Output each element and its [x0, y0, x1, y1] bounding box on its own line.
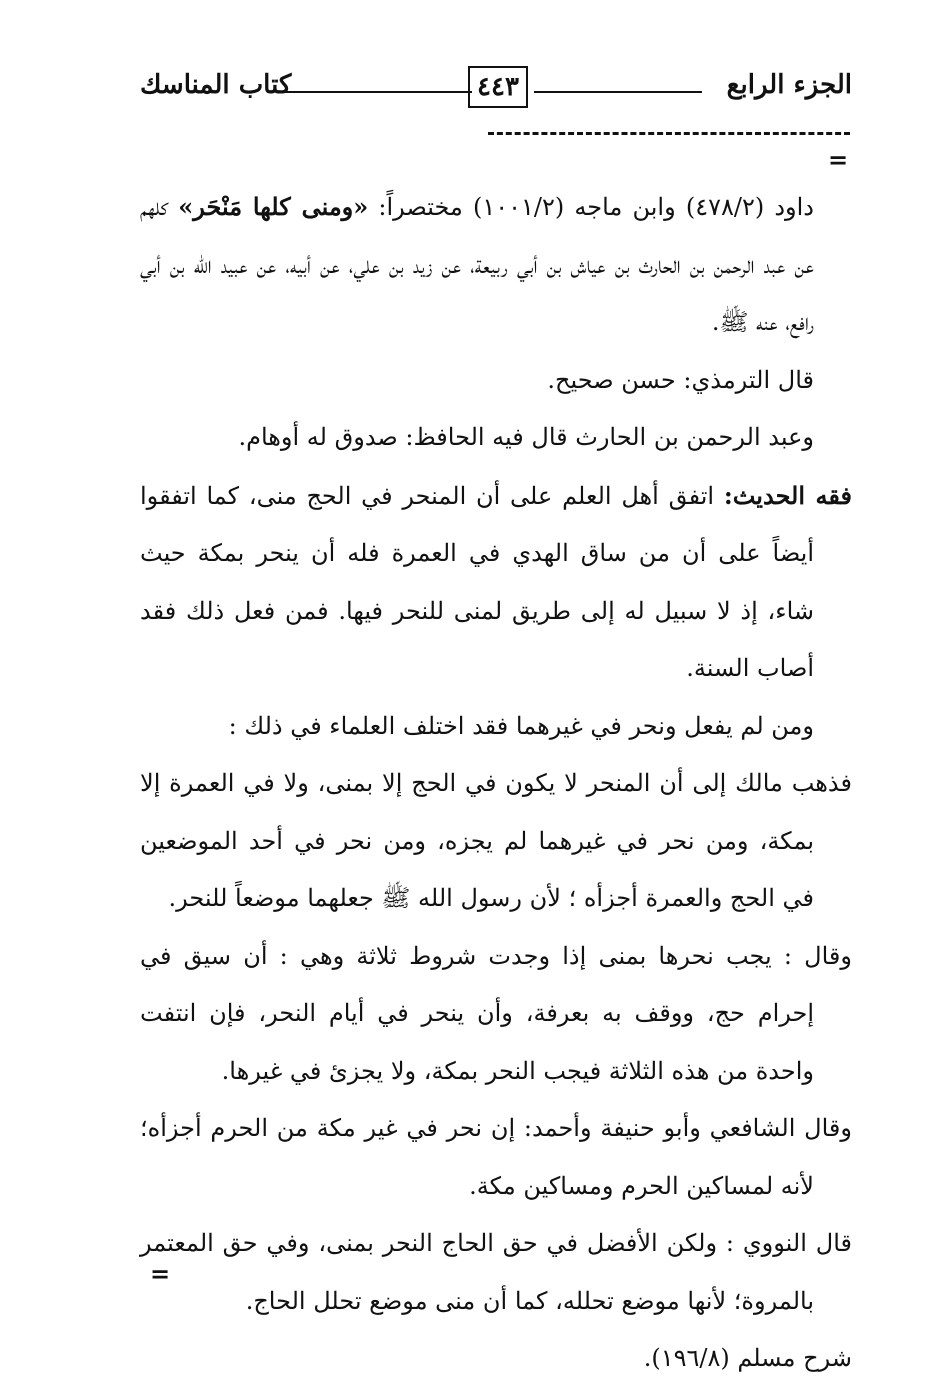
continuation-mark-bottom: =	[150, 1259, 171, 1288]
paragraph-fiqh-text: اتفق أهل العلم على أن المنحر في الحج منى، كما اتفقوا أيضاً على أن من ساق الهدي في العمرة فله أن ينحر بمكة حيث شاء، إذ لا سبيل له إلى طريق لمنى للنحر فيها. فمن فعل ذلك فقد أصاب السنة.	[140, 481, 815, 682]
paragraph-source: شرح مسلم (١٩٦/٨).	[643, 1344, 852, 1372]
paragraph-takhrij	[140, 178, 852, 352]
fiqh-label: فقه الحديث:	[723, 480, 853, 510]
paragraph-fiqh	[140, 467, 852, 698]
header-rule-left	[282, 91, 472, 93]
paragraph-narrator: وعبد الرحمن بن الحارث قال فيه الحافظ: صدوق له أوهام.	[238, 423, 814, 451]
footnote-separator	[488, 132, 850, 135]
paragraph-takhrij-rest: كلهم عن عبد الرحمن بن الحارث بن عياش بن أبي ربيعة، عن زيد بن علي، عن أبيه، عن عبيد الله بن أبي رافع، عنه ﷺ.	[140, 193, 814, 336]
paragraph-nawawi: قال النووي : ولكن الأفضل في حق الحاج النحر بمنى، وفي حق المعتمر بالمروة؛ لأنها موضع تحلله، كما أن منى موضع تحلل الحاج.	[140, 1229, 852, 1315]
volume-label: الجزء الرابع	[726, 70, 852, 100]
paragraph-shafii: وقال الشافعي وأبو حنيفة وأحمد: إن نحر في غير مكة من الحرم أجزأه؛ لأنه لمساكين الحرم ومساكين مكة.	[140, 1114, 852, 1200]
paragraph-malik: فذهب مالك إلى أن المنحر لا يكون في الحج إلا بمنى، ولا في العمرة إلا بمكة، ومن نحر في غيرهما لم يجزه، ومن نحر في أحد الموضعين في الحج والعمرة أجزأه ؛ لأن رسول الله ﷺ جعلهما موضعاً للنحر.	[140, 769, 852, 912]
paragraph-tirmidhi: قال الترمذي: حسن صحيح.	[547, 365, 814, 394]
footnote-body	[140, 178, 852, 1388]
page-number: ٤٤٣	[468, 66, 528, 108]
header-rule-right	[534, 91, 702, 93]
paragraph-disagreement: ومن لم يفعل ونحر في غيرهما فقد اختلف العلماء في ذلك :	[228, 711, 814, 740]
paragraph-takhrij-start: داود (٤٧٨/٢) وابن ماجه (١٠٠١/٢) مختصراً:	[368, 193, 814, 221]
paragraph-conditions: وقال : يجب نحرها بمنى إذا وجدت شروط ثلاثة وهي : أن سيق في إحرام حج، ووقف به بعرفة، وأن ينحر في أيام النحر، فإن انتفت واحدة من هذه الثلاثة فيجب النحر بمكة، ولا يجزئ في غيرها.	[140, 941, 852, 1085]
book-title: كتاب المناسك	[140, 70, 292, 100]
running-header	[140, 66, 852, 110]
hadith-quote: «ومنى كلها مَنْحَر»	[178, 192, 369, 221]
continuation-mark-top: =	[828, 145, 849, 174]
